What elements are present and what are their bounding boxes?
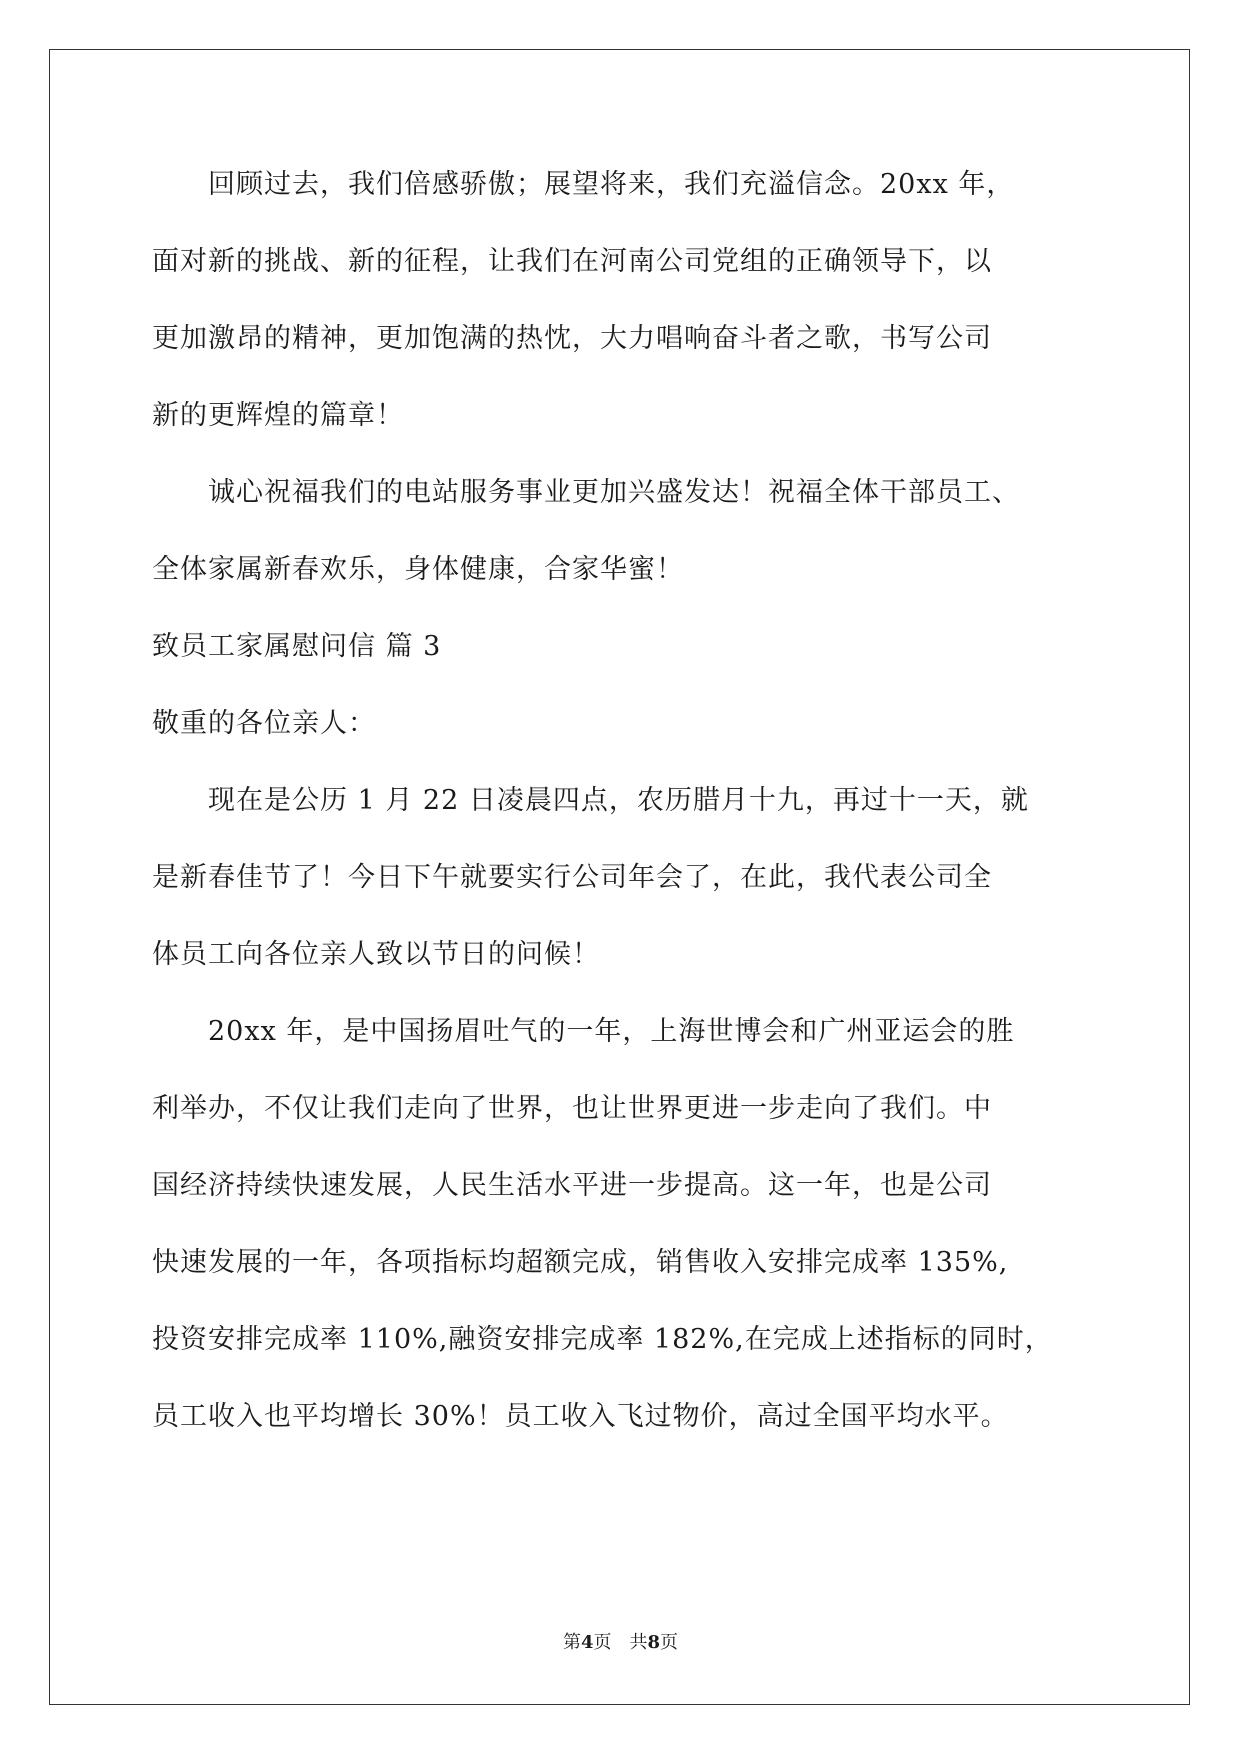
current-page-number: 4	[580, 1632, 594, 1653]
total-page-number: 8	[647, 1632, 661, 1653]
paragraph-line: 新的更辉煌的篇章！	[152, 400, 404, 431]
paragraph-line: 现在是公历 1 月 22 日凌晨四点，农历腊月十九，再过十一天，就	[152, 785, 1029, 816]
section-heading: 致员工家属慰问信 篇 3	[152, 631, 442, 662]
paragraph-line: 国经济持续快速发展，人民生活水平进一步提高。这一年，也是公司	[152, 1170, 992, 1201]
paragraph-line: 投资安排完成率 110%,融资安排完成率 182%,在完成上述指标的同时，	[152, 1324, 1053, 1355]
paragraph-line: 体员工向各位亲人致以节日的问候！	[152, 939, 600, 970]
salutation: 敬重的各位亲人：	[152, 708, 376, 739]
footer-mid: 页 共	[593, 1632, 648, 1653]
paragraph-line: 快速发展的一年，各项指标均超额完成，销售收入安排完成率 135%,	[152, 1247, 1009, 1278]
paragraph-line: 更加激昂的精神，更加饱满的热忱，大力唱响奋斗者之歌，书写公司	[152, 323, 992, 354]
paragraph-line: 诚心祝福我们的电站服务事业更加兴盛发达！祝福全体干部员工、	[152, 477, 1020, 508]
page-number-footer	[0, 1632, 1241, 1654]
footer-suffix: 页	[660, 1632, 679, 1653]
paragraph-line: 面对新的挑战、新的征程，让我们在河南公司党组的正确领导下，以	[152, 246, 992, 277]
paragraph-line: 是新春佳节了！今日下午就要实行公司年会了，在此，我代表公司全	[152, 862, 992, 893]
paragraph-line: 20xx 年，是中国扬眉吐气的一年，上海世博会和广州亚运会的胜	[152, 1016, 1015, 1047]
paragraph-line: 利举办，不仅让我们走向了世界，也让世界更进一步走向了我们。中	[152, 1093, 992, 1124]
paragraph-line: 全体家属新春欢乐，身体健康，合家华蜜！	[152, 554, 684, 585]
paragraph-line: 回顾过去，我们倍感骄傲；展望将来，我们充溢信念。20xx 年，	[152, 169, 1015, 200]
footer-prefix: 第	[562, 1632, 581, 1653]
paragraph-line: 员工收入也平均增长 30%！员工收入飞过物价，高过全国平均水平。	[152, 1401, 1009, 1432]
